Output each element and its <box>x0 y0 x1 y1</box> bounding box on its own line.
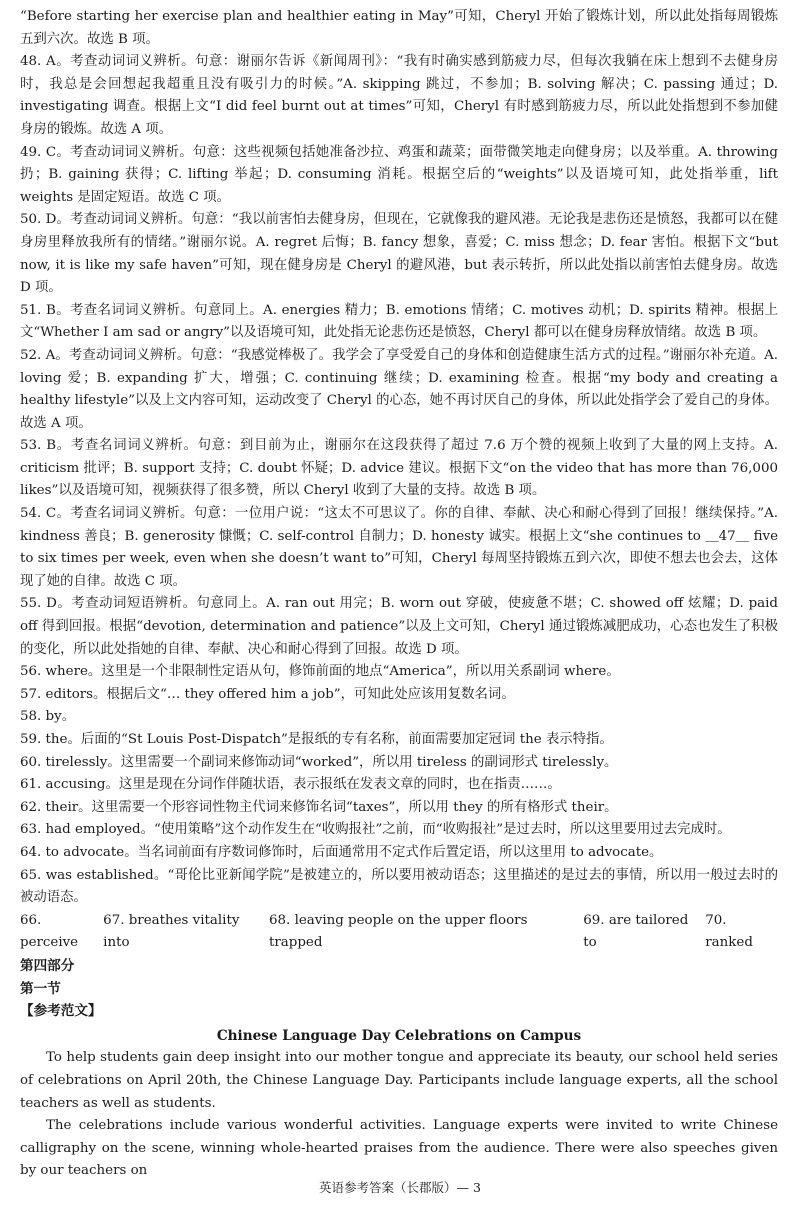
explanation-58: 58. by。 <box>20 709 76 725</box>
explanation-60: 60. tirelessly。这里需要一个副词来修饰动词“worked”，所以用 tireless 的副词形式 tirelessly。 <box>20 754 618 770</box>
explanation-49: 49. C。考查动词词义辨析。句意：这些视频包括她准备沙拉、鸡蛋和蔬菜；面带微笑地走向健身房；以及举重。A. throwing 扔；B. gaining 获得；C. lifting 举起；D. consuming 消耗。根据空后的“weights”以及语境可知，此处指举重，lift weights 是固定短语。故选 C 项。 <box>20 144 778 205</box>
answer-68: 68. leaving people on the upper floors trapped <box>269 912 528 951</box>
explanation-53: 53. B。考查名词词义辨析。句意：到目前为止，谢丽尔在这段获得了超过 7.6 万个赞的视频上收到了大量的网上支持。A. criticism 批评；B. support 支持；C. doubt 怀疑；D. advice 建议。根据下文“on the video that has more than 76,000 likes”以及语境可知，视频获得了很多赞，所以 Cheryl 收到了大量的支持。故选 B 项。 <box>20 438 778 499</box>
explanation-61: 61. accusing。这里是现在分词作伴随状语，表示报纸在发表文章的同时，也在指责……。 <box>20 777 561 793</box>
explanation-52: 52. A。考查动词词义辨析。句意：“我感觉棒极了。我学会了享受爱自己的身体和创造健康生活方式的过程。”谢丽尔补充道。A. loving 爱；B. expanding 扩大，增强；C. continuing 继续；D. examining 检查。根据“my body and creating a healthy lifestyle”以及上文内容可知，运动改变了 Cheryl 的心态，她不再讨厌自己的身体，所以此处指学会了爱自己的身体。故选 A 项。 <box>20 347 778 431</box>
essay-paragraph-1: To help students gain deep insight into our mother tongue and appreciate its beauty, our school held series of celebrations on April 20th, the Chinese Language Day. Participants include language experts, all the school teachers as well as students. <box>20 1050 778 1111</box>
explanation-56: 56. where。这里是一个非限制性定语从句，修饰前面的地点“America”，所以用关系副词 where。 <box>20 664 620 680</box>
explanation-62: 62. their。这里需要一个形容词性物主代词来修饰名词“taxes”，所以用 they 的所有格形式 their。 <box>20 799 618 815</box>
answer-70: 70. ranked <box>705 912 753 951</box>
essay-title: Chinese Language Day Celebrations on Campus <box>216 1027 582 1044</box>
essay-paragraph-2: The celebrations include various wonderful activities. Language experts were invited to write Chinese calligraphy on the scene, winning whole-hearted praises from the audience. There were also speeches given by our teachers on <box>20 1118 778 1179</box>
explanation-48: 48. A。考查动词词义辨析。句意：谢丽尔告诉《新闻周刊》：“我有时确实感到筋疲力尽，但每次我躺在床上想到不去健身房时，我总是会回想起我超重且没有吸引力的时候。”A. skipping 跳过，不参加；B. solving 解决；C. passing 通过；D. investigating 调查。根据上文“I did feel burnt out at times”可知，Cheryl 有时感到筋疲力尽，所以此处指想到不参加健身房的锻炼。故选 A 项。 <box>20 54 778 137</box>
explanation-64: 64. to advocate。当名词前面有序数词修饰时，后面通常用不定式作后置定语，所以这里用 to advocate。 <box>20 844 663 860</box>
explanation-59: 59. the。后面的“St Louis Post-Dispatch”是报纸的专有名称，前面需要加定冠词 the 表示特指。 <box>20 732 613 747</box>
prelude-paragraph: “Before starting her exercise plan and healthier eating in May”可知，Cheryl 开始了锻炼计划，所以此处指每周锻炼五到六次。故选 B 项。 <box>20 9 778 47</box>
answer-67: 67. breathes vitality into <box>103 912 240 951</box>
explanation-57: 57. editors。根据后文“… they offered him a job”，可知此处应该用复数名词。 <box>20 686 515 702</box>
explanation-65: 65. was established。“哥伦比亚新闻学院”是被建立的，所以要用被动语态；这里描述的是过去的事情，所以用一般过去时的被动语态。 <box>20 867 778 906</box>
explanation-51: 51. B。考查名词词义辨析。句意同上。A. energies 精力；B. emotions 情绪；C. motives 动机；D. spirits 精神。根据上文“Whether I am sad or angry”以及语境可知，此处指无论悲伤还是愤怒，Cheryl 都可以在健身房释放情绪。故选 B 项。 <box>20 302 778 341</box>
answer-69: 69. are tailored to <box>583 912 689 951</box>
answers-66-70-row <box>20 910 778 955</box>
explanation-54: 54. C。考查名词词义辨析。句意：一位用户说：“这太不可思议了。你的自律、奉献、决心和耐心得到了回报！继续保持。”A. kindness 善良；B. generosity 慷慨；C. self-control 自制力；D. honesty 诚实。根据上文“she continues to ＿47＿ five to six times per week, even when she doesn’t want to”可知，Cheryl 每周坚持锻炼五到六次，即使不想去也会去，这体现了她的自律。故选 C 项。 <box>20 506 778 589</box>
explanation-50: 50. D。考查动词词义辨析。句意：“我以前害怕去健身房，但现在，它就像我的避风港。无论我是悲伤还是愤怒，我都可以在健身房里释放我所有的情绪。”谢丽尔说。A. regret 后悔；B. fancy 想象，喜爱；C. miss 想念；D. fear 害怕。根据下文“but now, it is like my safe haven”可知，现在健身房是 Cheryl 的避风港，but 表示转折，所以此处指以前害怕去健身房。故选 D 项。 <box>20 212 778 296</box>
explanation-55: 55. D。考查动词短语辨析。句意同上。A. ran out 用完；B. worn out 穿破，使疲惫不堪；C. showed off 炫耀；D. paid off 得到回报。根据“devotion, determination and patience”以及上文可知，Cheryl 通过锻炼减肥成功，心态也发生了积极的变化，所以此处指她的自律、奉献、决心和耐心得到了回报。故选 D 项。 <box>20 596 778 657</box>
explanation-63: 63. had employed。“使用策略”这个动作发生在“收购报社”之前，而“收购报社”是过去时，所以这里要用过去完成时。 <box>20 822 731 838</box>
page-footer: 英语参考答案（长郡版）— 3 <box>319 1180 481 1195</box>
explanation-list <box>20 51 778 910</box>
section-part-heading: 第四部分 <box>20 957 75 974</box>
sample-essay-label: 【参考范文】 <box>20 1003 102 1020</box>
section-sub-heading: 第一节 <box>20 980 61 997</box>
answer-66: 66. perceive <box>20 912 79 951</box>
